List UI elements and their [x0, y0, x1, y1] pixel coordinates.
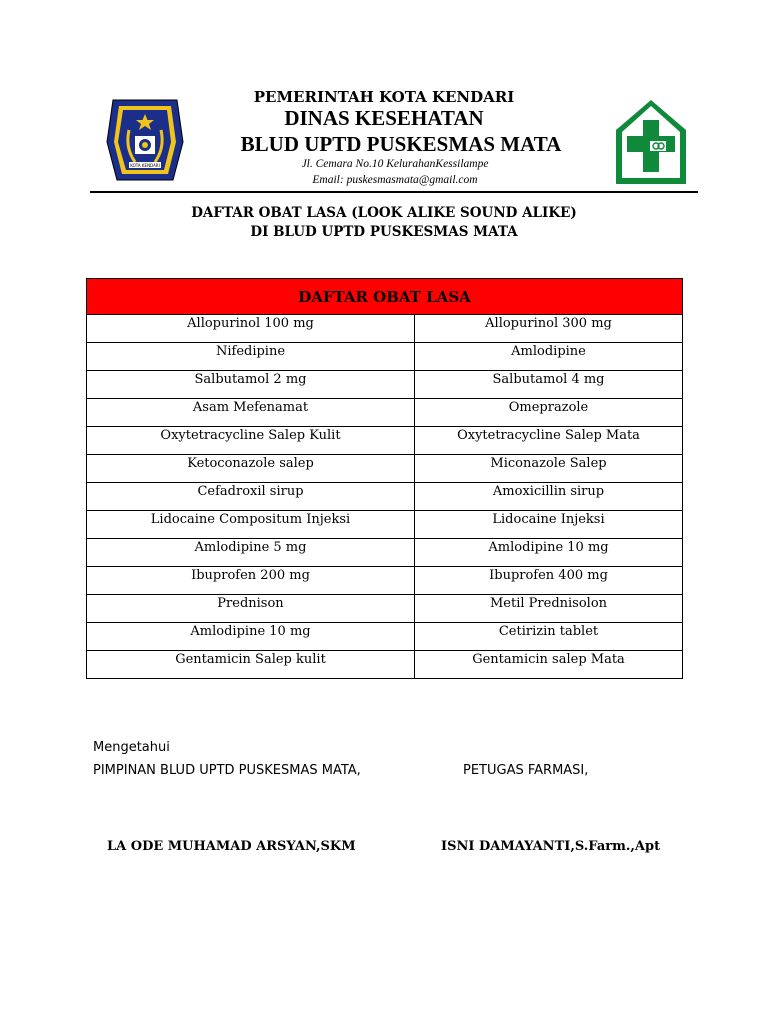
drug-name-right: Miconazole Salep	[415, 455, 683, 483]
drug-name-right: Amlodipine 10 mg	[415, 539, 683, 567]
drug-name-left: Cefadroxil sirup	[87, 483, 415, 511]
letterhead-email: Email: puskesmasmata@gmail.com	[312, 174, 478, 186]
drug-name-right: Gentamicin salep Mata	[415, 651, 683, 679]
letterhead-institution: BLUD UPTD PUSKESMAS MATA	[240, 132, 562, 156]
drug-name-right: Allopurinol 300 mg	[415, 315, 683, 343]
drug-name-left: Allopurinol 100 mg	[87, 315, 415, 343]
acknowledged-label: Mengetahui	[93, 740, 170, 755]
drug-name-right: Salbutamol 4 mg	[415, 371, 683, 399]
drug-name-left: Ibuprofen 200 mg	[87, 567, 415, 595]
table-row	[87, 315, 683, 343]
table-row	[87, 567, 683, 595]
letterhead-divider	[90, 191, 698, 193]
drug-name-right: Ibuprofen 400 mg	[415, 567, 683, 595]
table-row	[87, 427, 683, 455]
table-row	[87, 399, 683, 427]
drug-name-right: Lidocaine Injeksi	[415, 511, 683, 539]
table-row	[87, 539, 683, 567]
table-row	[87, 455, 683, 483]
table-row	[87, 595, 683, 623]
letterhead-address: Jl. Cemara No.10 KelurahanKessilampe	[301, 158, 489, 170]
table-header: DAFTAR OBAT LASA	[87, 279, 683, 315]
drug-name-left: Amlodipine 10 mg	[87, 623, 415, 651]
drug-name-right: Amoxicillin sirup	[415, 483, 683, 511]
table-row	[87, 371, 683, 399]
drug-name-right: Omeprazole	[415, 399, 683, 427]
drug-name-left: Oxytetracycline Salep Kulit	[87, 427, 415, 455]
drug-name-left: Amlodipine 5 mg	[87, 539, 415, 567]
drug-name-left: Nifedipine	[87, 343, 415, 371]
left-signatory-name: LA ODE MUHAMAD ARSYAN,SKM	[107, 839, 356, 854]
drug-name-left: Gentamicin Salep kulit	[87, 651, 415, 679]
drug-name-left: Prednison	[87, 595, 415, 623]
lasa-drug-table	[86, 278, 683, 679]
drug-name-left: Ketoconazole salep	[87, 455, 415, 483]
table-row	[87, 623, 683, 651]
table-row	[87, 651, 683, 679]
table-row	[87, 343, 683, 371]
document-title-line1: DAFTAR OBAT LASA (LOOK ALIKE SOUND ALIKE)	[191, 205, 577, 221]
table-row	[87, 511, 683, 539]
drug-name-right: Oxytetracycline Salep Mata	[415, 427, 683, 455]
drug-name-right: Metil Prednisolon	[415, 595, 683, 623]
table-row	[87, 483, 683, 511]
left-signatory-role: PIMPINAN BLUD UPTD PUSKESMAS MATA,	[93, 763, 361, 778]
seal-caption: KOTA KENDARI	[130, 163, 160, 168]
drug-name-left: Salbutamol 2 mg	[87, 371, 415, 399]
letterhead-agency: DINAS KESEHATAN	[284, 106, 484, 130]
document-title-line2: DI BLUD UPTD PUSKESMAS MATA	[250, 224, 518, 240]
right-signatory-role: PETUGAS FARMASI,	[463, 763, 589, 778]
drug-name-right: Cetirizin tablet	[415, 623, 683, 651]
drug-name-left: Lidocaine Compositum Injeksi	[87, 511, 415, 539]
letterhead-government: PEMERINTAH KOTA KENDARI	[253, 88, 515, 106]
drug-name-right: Amlodipine	[415, 343, 683, 371]
right-signatory-name: ISNI DAMAYANTI,S.Farm.,Apt	[441, 839, 661, 854]
drug-name-left: Asam Mefenamat	[87, 399, 415, 427]
